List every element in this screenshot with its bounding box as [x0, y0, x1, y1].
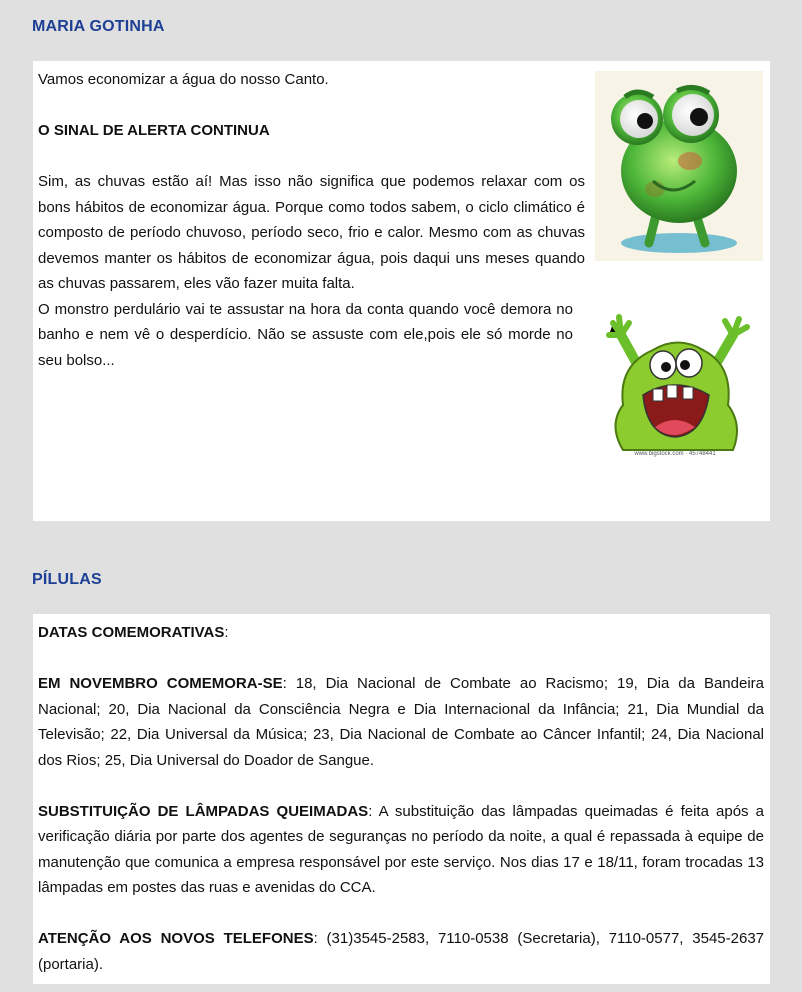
lamps-text: : A substituição das lâmpadas queimadas é feita após a verificação diária por parte dos agentes de seguranças no período da noite, a qual é repassada à equipe de manutenção que comunica a empresa responsável por este serviço. Nos dias 17 e 18/11, foram trocadas 13 lâmpadas em postes das ruas e avenidas do CCA. [38, 802, 764, 896]
alert-heading: O SINAL DE ALERTA CONTINUA [38, 122, 270, 139]
phones-label: ATENÇÃO AOS NOVOS TELEFONES [38, 930, 314, 947]
monster-illustration [583, 295, 768, 460]
november-text: : 18, Dia Nacional de Combate ao Racismo; 19, Dia da Bandeira Nacional; 20, Dia Nacional da Consciência Negra e Dia Internacional da Infância; 21, Dia Mundial da Televisão; 22, Dia Universal da Música; 23, Dia Nacional de Combate ao Câncer Infantil; 24, Dia Nacional dos Rios; 25, Dia Universal do Doador de Sangue. [38, 675, 764, 769]
frog-illustration [595, 71, 763, 261]
phones-text: : (31)3545-2583, 7110-0538 (Secretaria), 7110-0577, 3545-2637 (portaria). [38, 930, 765, 973]
datas-line [38, 620, 764, 646]
image-caption: www.bigstock.com · 45748441 [634, 450, 716, 457]
lamps-paragraph [38, 799, 764, 901]
november-label: EM NOVEMBRO COMEMORA-SE [38, 675, 283, 692]
lamps-label: SUBSTITUIÇÃO DE LÂMPADAS QUEIMADAS [38, 802, 369, 820]
intro-text: Vamos economizar a água do nosso Canto. [38, 71, 329, 88]
article-panel-maria-gotinha [33, 61, 770, 521]
datas-colon: : [224, 624, 229, 641]
datas-label: DATAS COMEMORATIVAS [38, 624, 225, 641]
monster-paragraph: O monstro perdulário vai te assustar na hora da conta quando você demora no banho e nem vê o desperdício. Não se assuste com ele,pois ele só morde no seu bolso... [38, 300, 573, 369]
phones-paragraph [38, 926, 764, 977]
article-panel-pilulas [33, 614, 770, 984]
rain-paragraph: Sim, as chuvas estão aí! Mas isso não significa que podemos relaxar com os bons hábitos de economizar água. Porque como todos sabem, o ciclo climático é composto de período chuvoso, período seco, frio e calor. Mesmo com as chuvas devemos manter os hábitos de economizar água, pois daqui uns meses quando as chuvas passarem, eles vão fazer muita falta. [38, 173, 585, 292]
section-title-pilulas: PÍLULAS [32, 571, 102, 588]
november-paragraph [38, 671, 764, 773]
section-title-maria-gotinha: MARIA GOTINHA [32, 18, 165, 35]
